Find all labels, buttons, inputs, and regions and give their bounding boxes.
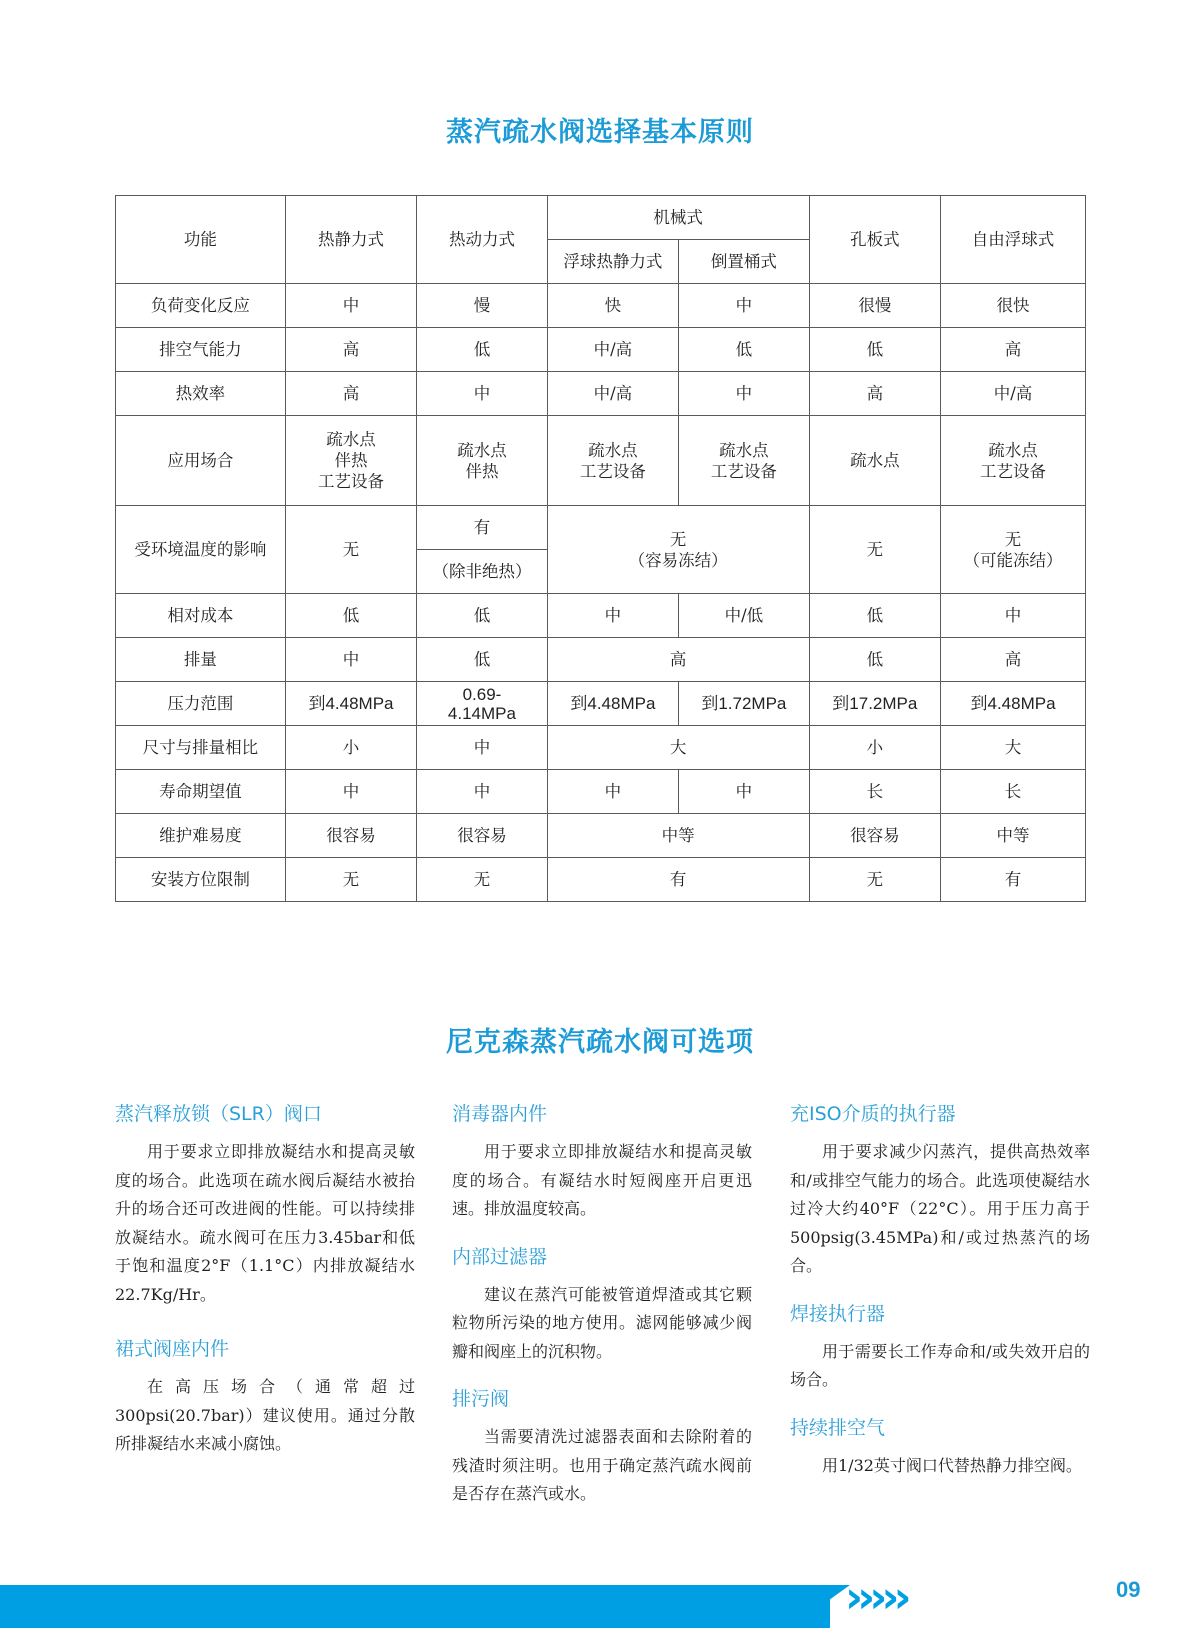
cell: 到4.48MPa xyxy=(547,682,678,726)
cell: 低 xyxy=(809,594,940,638)
cell: 有 xyxy=(417,506,547,550)
cell: 到17.2MPa xyxy=(809,682,940,726)
cell: 中 xyxy=(547,594,678,638)
option-body-slr: 用于要求立即排放凝结水和提高灵敏度的场合。此选项在疏水阀后凝结水被抬升的场合还可改进阀的性能。可以持续排放凝结水。疏水阀可在压力3.45bar和低于饱和温度2°F（1.1°C）内排放凝结水22.7Kg/Hr。 xyxy=(115,1142,415,1304)
steam-trap-comparison-table xyxy=(115,195,1086,902)
cell: 低 xyxy=(417,328,547,372)
cell: 小 xyxy=(809,726,940,770)
cell: 无 （容易冻结） xyxy=(547,506,809,594)
cell: 中等 xyxy=(547,814,809,858)
cell: 疏水点 工艺设备 xyxy=(941,416,1086,506)
cell: 疏水点 伴热 xyxy=(417,416,547,506)
cell: 到1.72MPa xyxy=(679,682,809,726)
table-row xyxy=(116,594,1086,638)
page-number: 09 xyxy=(1116,1577,1141,1602)
cell: 到4.48MPa xyxy=(941,682,1086,726)
cell: 中/高 xyxy=(941,372,1086,416)
cell: 到4.48MPa xyxy=(285,682,416,726)
option-heading-skirt-seat: 裙式阀座内件 xyxy=(115,1338,230,1360)
cell: 很容易 xyxy=(285,814,416,858)
header-function: 功能 xyxy=(116,196,286,284)
cell: 中 xyxy=(941,594,1086,638)
option-body-blowdown: 当需要清洗过滤器表面和去除附着的残渣时须注明。也用于确定蒸汽疏水阀前是否存在蒸汽或水。 xyxy=(452,1427,752,1503)
cell: 大 xyxy=(941,726,1086,770)
cell: 中 xyxy=(679,372,809,416)
option-heading-blowdown: 排污阀 xyxy=(452,1388,510,1410)
cell: 无 xyxy=(285,858,416,902)
cell: 中/低 xyxy=(679,594,809,638)
row-label: 安装方位限制 xyxy=(116,858,286,902)
cell: 疏水点 xyxy=(809,416,940,506)
option-heading-iso-actuator: 充ISO介质的执行器 xyxy=(790,1103,956,1125)
option-body-continuous-air-vent: 用1/32英寸阀口代替热静力排空阀。 xyxy=(822,1455,1082,1475)
cell: 中 xyxy=(285,284,416,328)
footer-bar xyxy=(0,1585,830,1628)
cell: 疏水点 工艺设备 xyxy=(547,416,678,506)
option-heading-slr: 蒸汽释放锁（SLR）阀口 xyxy=(115,1103,322,1125)
cell: 低 xyxy=(679,328,809,372)
cell: 高 xyxy=(547,638,809,682)
cell: 很快 xyxy=(941,284,1086,328)
table-row xyxy=(116,506,1086,550)
cell: 长 xyxy=(809,770,940,814)
row-label: 负荷变化反应 xyxy=(116,284,286,328)
cell: 中 xyxy=(417,372,547,416)
header-free-float: 自由浮球式 xyxy=(941,196,1086,284)
table-row xyxy=(116,770,1086,814)
cell: 有 xyxy=(547,858,809,902)
row-label: 受环境温度的影响 xyxy=(116,506,286,594)
cell: 无 xyxy=(285,506,416,594)
header-inverted-bucket: 倒置桶式 xyxy=(679,240,809,284)
options-column-1 xyxy=(115,1100,415,1478)
header-mechanical: 机械式 xyxy=(547,196,809,240)
row-label: 寿命期望值 xyxy=(116,770,286,814)
row-label: 热效率 xyxy=(116,372,286,416)
cell: 0.69- 4.14MPa xyxy=(417,682,547,726)
cell: 高 xyxy=(941,638,1086,682)
cell: 低 xyxy=(285,594,416,638)
options-title: 尼克森蒸汽疏水阀可选项 xyxy=(446,1027,754,1058)
cell: 很容易 xyxy=(809,814,940,858)
cell: 中 xyxy=(285,770,416,814)
table-row xyxy=(116,682,1086,726)
cell: 高 xyxy=(809,372,940,416)
option-body-skirt-seat: 在高压场合（通常超过300psi(20.7bar)）建议使用。通过分散所排凝结水来减小腐蚀。 xyxy=(115,1377,415,1453)
cell: 中 xyxy=(417,770,547,814)
cell: 快 xyxy=(547,284,678,328)
cell: 有 xyxy=(941,858,1086,902)
header-float-thermostatic: 浮球热静力式 xyxy=(547,240,678,284)
table-row xyxy=(116,416,1086,506)
row-label: 应用场合 xyxy=(116,416,286,506)
cell: 高 xyxy=(285,328,416,372)
cell: 疏水点 伴热 工艺设备 xyxy=(285,416,416,506)
comparison-title: 蒸汽疏水阀选择基本原则 xyxy=(446,117,754,148)
cell: 中 xyxy=(679,284,809,328)
option-heading-continuous-air-vent: 持续排空气 xyxy=(790,1416,886,1439)
cell: 低 xyxy=(809,328,940,372)
cell: 疏水点 工艺设备 xyxy=(679,416,809,506)
cell: 中 xyxy=(679,770,809,814)
row-label: 排空气能力 xyxy=(116,328,286,372)
cell: 中 xyxy=(285,638,416,682)
cell: 高 xyxy=(285,372,416,416)
header-thermostatic: 热静力式 xyxy=(285,196,416,284)
cell: 无 xyxy=(809,506,940,594)
cell: 长 xyxy=(941,770,1086,814)
row-label: 压力范围 xyxy=(116,682,286,726)
cell: 低 xyxy=(417,594,547,638)
header-orifice: 孔板式 xyxy=(809,196,940,284)
option-body-welded-actuator: 用于需要长工作寿命和/或失效开启的场合。 xyxy=(790,1341,1090,1389)
cell: 中 xyxy=(547,770,678,814)
option-heading-muffler: 消毒器内件 xyxy=(452,1103,548,1125)
cell: 无 （可能冻结） xyxy=(941,506,1086,594)
header-thermodynamic: 热动力式 xyxy=(417,196,547,284)
row-label: 排量 xyxy=(116,638,286,682)
cell: 小 xyxy=(285,726,416,770)
option-heading-welded-actuator: 焊接执行器 xyxy=(790,1302,886,1325)
option-body-muffler: 用于要求立即排放凝结水和提高灵敏度的场合。有凝结水时短阀座开启更迅速。排放温度较高。 xyxy=(452,1142,752,1218)
cell: 中/高 xyxy=(547,328,678,372)
table-row xyxy=(116,638,1086,682)
table-header-row xyxy=(116,196,1086,240)
cell: 大 xyxy=(547,726,809,770)
cell: （除非绝热） xyxy=(417,550,547,594)
table-row xyxy=(116,858,1086,902)
cell: 无 xyxy=(417,858,547,902)
table-row xyxy=(116,372,1086,416)
cell: 低 xyxy=(417,638,547,682)
row-label: 尺寸与排量相比 xyxy=(116,726,286,770)
table-row xyxy=(116,726,1086,770)
option-body-strainer: 建议在蒸汽可能被管道焊渣或其它颗粒物所污染的地方使用。滤网能够减少阀瓣和阀座上的沉积物。 xyxy=(452,1284,752,1361)
row-label: 维护难易度 xyxy=(116,814,286,858)
cell: 中/高 xyxy=(547,372,678,416)
chevron-right-arrows-icon: ››››› xyxy=(845,1572,906,1623)
option-heading-strainer: 内部过滤器 xyxy=(452,1245,548,1268)
cell: 中等 xyxy=(941,814,1086,858)
cell: 很慢 xyxy=(809,284,940,328)
cell: 慢 xyxy=(417,284,547,328)
option-body-iso-actuator: 用于要求减少闪蒸汽，提供高热效率和/或排空气能力的场合。此选项使凝结水过冷大约40°F（22°C）。用于压力高于500psig(3.45MPa)和/或过热蒸汽的场合。 xyxy=(790,1142,1090,1275)
table-row xyxy=(116,328,1086,372)
cell: 高 xyxy=(941,328,1086,372)
row-label: 相对成本 xyxy=(116,594,286,638)
cell: 中 xyxy=(417,726,547,770)
footer-bar-slant xyxy=(790,1585,850,1628)
options-column-3 xyxy=(790,1100,1090,1499)
options-column-2 xyxy=(452,1100,752,1528)
cell: 很容易 xyxy=(417,814,547,858)
cell: 无 xyxy=(809,858,940,902)
table-row xyxy=(116,814,1086,858)
cell: 低 xyxy=(809,638,940,682)
table-row xyxy=(116,284,1086,328)
